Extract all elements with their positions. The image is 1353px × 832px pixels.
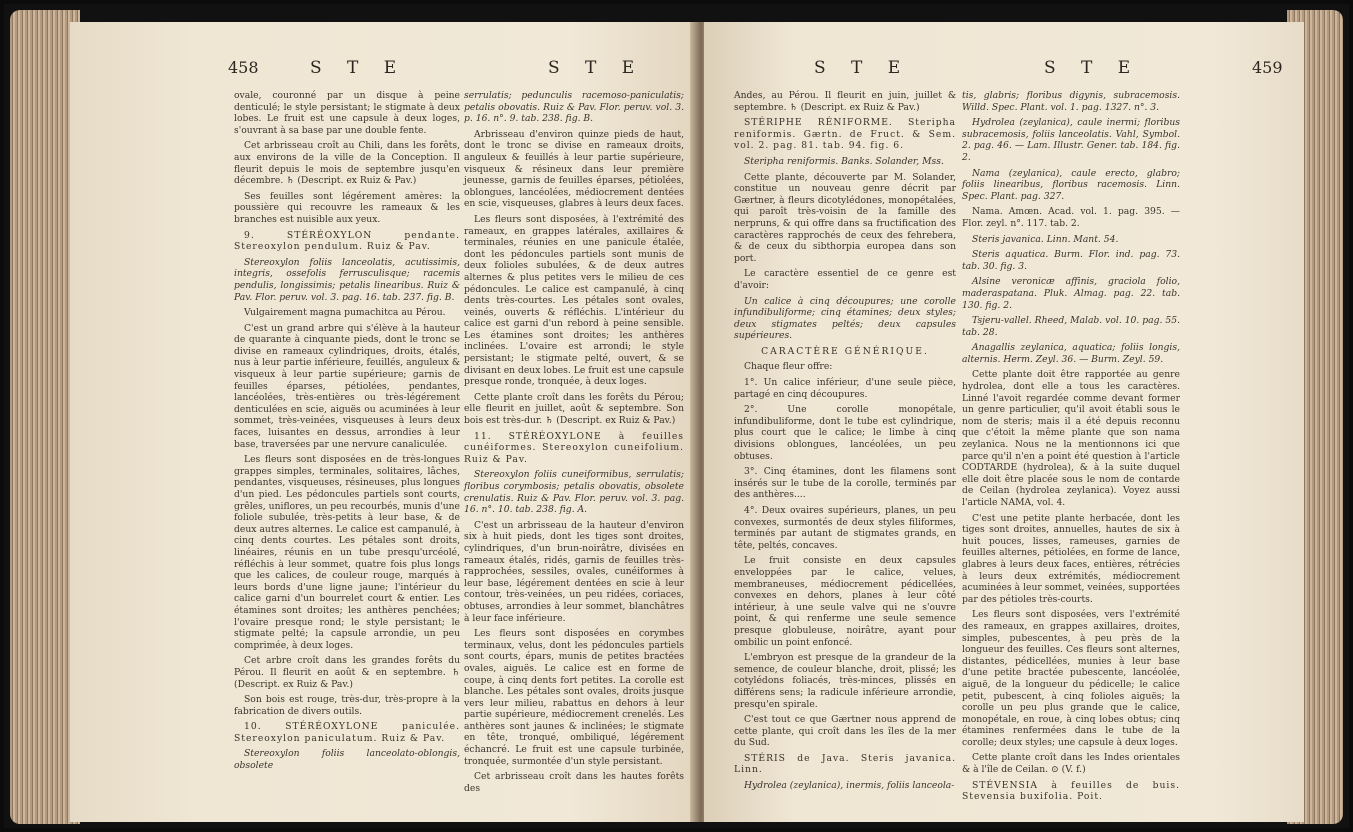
paragraph: Vulgairement magna pumachitca au Pérou. bbox=[244, 307, 446, 319]
paragraph: Les fleurs sont disposées, vers l'extrémité des rameaux, en grappes axillaires, droites, simples, pubescentes, à peu près de la longueur des feuilles. Ces fleurs sont alternes, distantes, pédicellées, munies à leur base d'une petite bractée pubescente, lancéolée, aiguë, de la longueur du pédicelle; le calice petit, pubescent, à cinq folioles aiguës; la corolle un peu plus grande que le calice, monopétale, en roue, à cinq lobes obtus; cinq étamines renfermées dans le tube de la corolle; deux styles; une capsule à deux loges. bbox=[962, 609, 1180, 748]
latin-description: Stereoxylon foliis cuneiformibus, serrulatis; floribus corymbosis; petalis obovatis, obsolete crenulatis. Ruiz & Pav. Flor. peruv. vol. 3. pag. 16. n°. 10. tab. 238. fig. A. bbox=[464, 469, 684, 516]
latin-description: Stereoxylon foliis lanceolatis, acutissimis, integris, ossefolis ferrusculisque; racemis pendulis, longissimis; petalis linearibus. Ruiz & Pav. Flor. peruv. vol. 3. pag. 16. tab. 237. fig. B. bbox=[234, 256, 460, 303]
paragraph: Cette plante croît dans les Indes orientales & à l'île de Ceilan. ⊙ (V. f.) bbox=[962, 752, 1180, 776]
column-3 bbox=[734, 90, 956, 796]
paragraph: ovale, couronné par un disque à peine denticulé; le style persistant; le stigmate à deux lobes. Le fruit est une capsule à deux loges, s'ouvrant à sa base par une double fente. bbox=[234, 90, 460, 136]
page-number-left: 458 bbox=[228, 58, 259, 77]
running-head-right-1: S T E bbox=[814, 58, 911, 78]
paragraph: Cet arbrisseau croît au Chili, dans les forêts, aux environs de la ville de la Conception. Il fleurit depuis le mois de septembre jusqu'en décembre. ♄ (Descript. ex Ruiz & Pav.) bbox=[234, 140, 460, 187]
column-2 bbox=[464, 90, 684, 798]
right-page bbox=[704, 22, 1304, 822]
paragraph: C'est un arbrisseau de la hauteur d'environ six à huit pieds, dont les tiges sont droites, cylindriques, d'un brun-noirâtre, divisées en rameaux étalés, ridés, garnis de feuilles très-rapprochées, sessiles, ovales, cunéiformes à leur base, légérement dentées en scie à leur contour, très-veinées, un peu ridées, coriaces, obtuses, arrondies à leur sommet, blanchâtres à leur face inférieure. bbox=[464, 519, 684, 624]
column-4 bbox=[962, 90, 1180, 807]
latin-description: Stereoxylon foliis lanceolato-oblongis, obsolete bbox=[234, 748, 460, 772]
paragraph: 3°. Cinq étamines, dont les filamens sont insérés sur le tube de la corolle, terminés par des anthères.... bbox=[734, 466, 956, 501]
paragraph: Les fleurs sont disposées, à l'extrémité des rameaux, en grappes latérales, axillaires & terminales, réunies en une panicule étalée, dont les pédoncules partiels sont munis de deux folioles subulées, & de deux autres alternes & plus petites vers le milieu de ces pédoncules. Le calice est campanulé, à cinq dents très-courtes. Les pétales sont ovales, veinés, ouverts & réfléchis. L'intérieur du calice est garni d'un rebord à peine sensible. Les étamines sont droites; les anthères inclinées. L'ovaire est arrondi; le style persistant; le stigmate pelté, ouvert, & se divisant en deux lobes. Le fruit est une capsule presque ronde, tronquée, à deux loges. bbox=[464, 213, 684, 388]
latin-description: serrulatis; pedunculis racemoso-paniculatis; petalis obovatis. Ruiz & Pav. Flor. peruv. vol. 3. p. 16. n°. 9. tab. 238. fig. B. bbox=[464, 90, 684, 125]
paragraph: Son bois est rouge, très-dur, très-propre à la fabrication de divers outils. bbox=[234, 694, 460, 717]
latin-description: Hydrolea (zeylanica), inermis, foliis lanceola- bbox=[744, 780, 955, 792]
paragraph: 1°. Un calice inférieur, d'une seule pièce, partagé en cinq découpures. bbox=[734, 377, 956, 400]
paragraph: L'embryon est presque de la grandeur de la semence, de couleur blanche, droit, plissé; les cotylédons foliacés, très-minces, plissés en différens sens; la radicule inférieure arrondie, presqu'en spirale. bbox=[734, 652, 956, 710]
synonym: Nama. Amœn. Acad. vol. 1. pag. 395. — Flor. zeyl. n°. 117. tab. 2. bbox=[962, 206, 1180, 229]
open-book bbox=[4, 4, 1349, 828]
synonym: Hydrolea (zeylanica), caule inermi; floribus subracemosis, foliis lanceolatis. Vahl, Symbol. 2. pag. 46. — Lam. Illustr. Gener. tab. 184. fig. 2. bbox=[962, 117, 1180, 163]
paragraph: 2°. Une corolle monopétale, infundibuliforme, dont le tube est cylindrique, plus court que le calice; le limbe à cinq divisions oblongues, lancéolées, un peu obtuses. bbox=[734, 404, 956, 462]
paragraph: Andes, au Pérou. Il fleurit en juin, juillet & septembre. ♄ (Descript. ex Ruiz & Pav.) bbox=[734, 90, 956, 113]
synonym: Steris aquatica. Burm. Flor. ind. pag. 73. tab. 30. fig. 3. bbox=[962, 249, 1180, 272]
paragraph: Le fruit consiste en deux capsules enveloppées par le calice, velues, membraneuses, médiocrement pédicellées, convexes en dehors, planes à leur côté intérieur, à une seule valve qui ne s'ouvre point, & qui renferme une seule semence presque globuleuse, noirâtre, ayant pour ombilic un point enfoncé. bbox=[734, 555, 956, 648]
entry-heading: STÉRIPHE RÉNIFORME. Steripha reniformis. Gærtn. de Fruct. & Sem. vol. 2. pag. 81. tab. 94. fig. 6. bbox=[734, 117, 956, 152]
paragraph: Le caractère essentiel de ce genre est d'avoir: bbox=[734, 268, 956, 291]
entry-heading: STÉRIS de Java. Steris javanica. Linn. bbox=[734, 752, 956, 776]
paragraph: Les fleurs sont disposées en de très-longues grappes simples, terminales, solitaires, lâches, pendantes, visqueuses, résineuses, plus longues d'un pied. Les pédoncules partiels sont courts, grêles, uniflores, un peu recourbés, munis d'une foliole subulée, très-petits à leur base, & de deux autres alternes. Le calice est campanulé, à cinq dents courtes. Les pétales sont droits, linéaires, réunis en un tube presqu'urcéolé, réfléchis à leur sommet, quatre fois plus longs que les calices, de couleur rouge, marqués à leurs bords d'une ligne jaune; l'intérieur du calice garni d'un bourrelet court & entier. Les étamines sont droites; les anthères penchées; l'ovaire presque rond; le style persistant; le stigmate pelté; la capsule arrondie, un peu comprimée, à deux loges. bbox=[234, 454, 460, 651]
paragraph: C'est tout ce que Gærtner nous apprend de cette plante, qui croît dans les îles de la mer du Sud. bbox=[734, 714, 956, 749]
section-heading: CARACTÈRE GÉNÉRIQUE. bbox=[761, 345, 929, 357]
running-head-left-2: S T E bbox=[548, 58, 645, 78]
synonym: Tsjeru-vallel. Rheed, Malab. vol. 10. pag. 55. tab. 28. bbox=[962, 315, 1180, 338]
entry-heading: 10. STÉRÉOXYLONE paniculée. Stereoxylon paniculatum. Ruiz & Pav. bbox=[234, 721, 460, 744]
entry-heading: 11. STÉRÉOXYLONE à feuilles cunéiformes. Stereoxylon cuneifolium. Ruiz & Pav. bbox=[464, 430, 684, 465]
paragraph: Ses feuilles sont légérement amères: la poussière qui recouvre les rameaux & les branches est nuisible aux yeux. bbox=[234, 190, 460, 225]
page-number-right: 459 bbox=[1252, 58, 1283, 77]
running-head-right-2: S T E bbox=[1044, 58, 1141, 78]
paragraph: C'est une petite plante herbacée, dont les tiges sont droites, annuelles, hautes de six à huit pouces, lisses, rameuses, garnies de feuilles alternes, pétiolées, en forme de lance, glabres à leurs deux faces, entières, rétrécies à leurs deux extrémités, médiocrement acuminées à leur sommet, veinées, supportées par des pétioles très-courts. bbox=[962, 512, 1180, 605]
paragraph: Chaque fleur offre: bbox=[744, 361, 833, 373]
paragraph: Cette plante croît dans les forêts du Pérou; elle fleurit en juillet, août & septembre. Son bois est très-dur. ♄ (Descript. ex Ruiz & Pav.) bbox=[464, 391, 684, 427]
synonym: Nama (zeylanica), caule erecto, glabro; foliis linearibus, floribus racemosis. Linn. Spec. Plant. pag. 327. bbox=[962, 167, 1180, 202]
paragraph: 4°. Deux ovaires supérieurs, planes, un peu convexes, surmontés de deux styles filiformes, terminés par autant de stigmates grands, en tête, peltés, concaves. bbox=[734, 505, 956, 551]
column-1 bbox=[234, 90, 460, 776]
essential-character: Un calice à cinq découpures; une corolle infundibuliforme; cinq étamines; deux styles; deux stigmates peltés; deux capsules supérieures. bbox=[734, 295, 956, 342]
synonym: Steripha reniformis. Banks. Solander, Mss. bbox=[744, 155, 944, 167]
paragraph: Les fleurs sont disposées en corymbes terminaux, velus, dont les pédoncules partiels sont courts, épars, munis de petites bractées ovales, aiguës. Le calice est en forme de coupe, à cinq dents fort petites. La corolle est blanche. Les pétales sont ovales, droits jusque vers leur milieu, rabattus en dehors à leur partie supérieure, médiocrement crenelés. Les anthères sont jaunes & inclinées; le stigmate en tête, tronqué, ombiliqué, légérement échancré. Le fruit est une capsule turbinée, tronquée, surmontée d'un style persistant. bbox=[464, 628, 684, 767]
entry-heading: 9. STÉRÉOXYLON pendante. Stereoxylon pendulum. Ruiz & Pav. bbox=[234, 229, 460, 253]
entry-heading: STÉVENSIA à feuilles de buis. Stevensia buxifolia. Poit. bbox=[962, 779, 1180, 803]
paragraph: Cet arbre croît dans les grandes forêts du Pérou. Il fleurit en août & en septembre. ♄ (Descript. ex Ruiz & Pav.) bbox=[234, 655, 460, 690]
synonym: Alsine veronicæ affinis, graciola folio, maderaspatana. Pluk. Almag. pag. 22. tab. 130. fig. 2. bbox=[962, 276, 1180, 311]
latin-description: tis, glabris; floribus digynis, subracemosis. Willd. Spec. Plant. vol. 1. pag. 1327. n°. 3. bbox=[962, 90, 1180, 113]
paragraph: Cette plante, découverte par M. Solander, constitue un nouveau genre décrit par Gærtner, à fleurs dicotylédones, monopétalées, qui paroît très-voisin de la famille des nerpruns, & qui offre dans sa fructification des caractères rapprochés de ceux des fehrebera, & de ceux du sibthorpia europea dans son port. bbox=[734, 171, 956, 264]
paragraph: Cette plante doit être rapportée au genre hydrolea, dont elle a tous les caractères. Linné l'avoit regardée comme devant former un genre particulier, qu'il avoit établi sous le nom de steris; mais il a été depuis reconnu que c'étoit la même plante que son nama zeylanica. Nous ne la mentionnons ici que parce qu'il n'en a point été question à l'article CODTARDE (hydrolea), & à la suite duquel elle doit être placée sous le nom de contarde de Ceilan (hydrolea zeylanica). Voyez aussi l'article NAMA, vol. 4. bbox=[962, 369, 1180, 508]
paragraph: Cet arbrisseau croît dans les hautes forêts des bbox=[464, 771, 684, 794]
running-head-left-1: S T E bbox=[310, 58, 407, 78]
left-page bbox=[70, 22, 696, 822]
paragraph: Arbrisseau d'environ quinze pieds de haut, dont le tronc se divise en rameaux droits, anguleux & feuillés à leur partie supérieure, visqueux & résineux dans leur première jeunesse, garnis de feuilles éparses, pétiolées, oblongues, lancéolées, médiocrement dentées en scie, visqueuses, glabres à leurs deux faces. bbox=[464, 128, 684, 210]
synonym: Anagallis zeylanica, aquatica; foliis longis, alternis. Herm. Zeyl. 36. — Burm. Zeyl. 59. bbox=[962, 342, 1180, 365]
synonym: Steris javanica. Linn. Mant. 54. bbox=[972, 233, 1119, 245]
paragraph: C'est un grand arbre qui s'élève à la hauteur de quarante à cinquante pieds, dont le tronc se divise en rameaux cylindriques, droits, étalés, nus à leur partie inférieure, feuillés, anguleux & visqueux à leur partie supérieure; garnis de feuilles éparses, pétiolées, pendantes, lancéolées, très-entières ou très-légérement denticulées en scie, aiguës ou acuminées à leur sommet, très-veinées, visqueuses à leurs deux faces, luisantes en dessus, arrondies à leur base, traversées par une nervure canaliculée. bbox=[234, 322, 460, 450]
